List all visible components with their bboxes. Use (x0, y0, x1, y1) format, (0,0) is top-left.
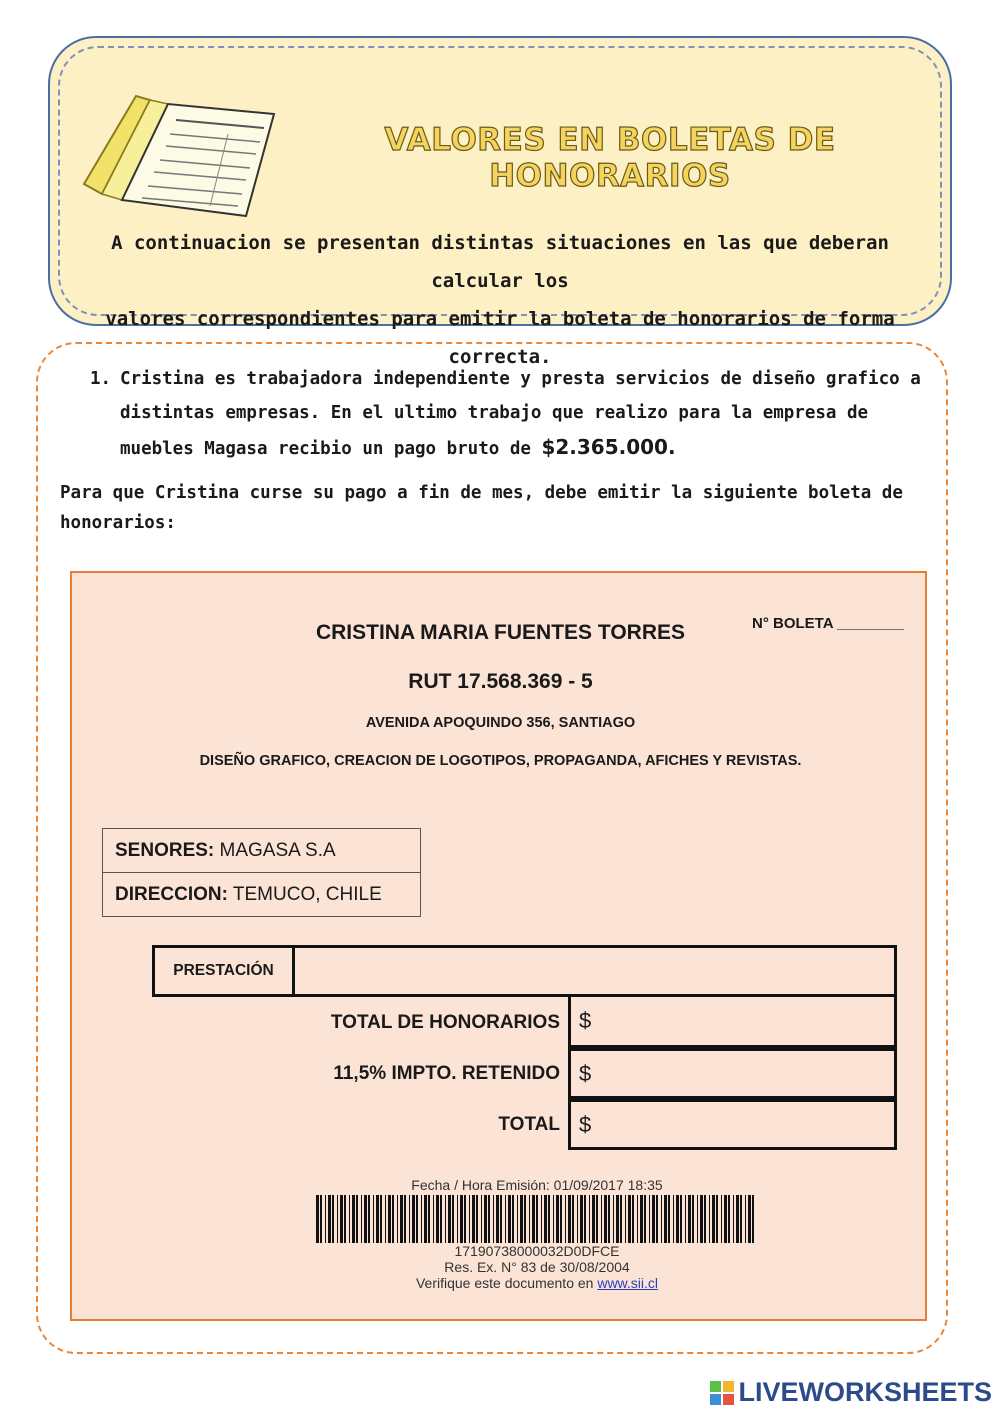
prestacion-input[interactable] (295, 948, 894, 994)
client-table (102, 828, 421, 917)
impuesto-retenido-label: 11,5% IMPTO. RETENIDO (333, 1063, 560, 1084)
resolution-text: Res. Ex. N° 83 de 30/08/2004 (444, 1259, 630, 1275)
total-honorarios-row (192, 997, 897, 1048)
issuer-rut: RUT 17.568.369 - 5 (408, 670, 593, 693)
liveworksheets-icon (710, 1381, 734, 1405)
total-honorarios-label: TOTAL DE HONORARIOS (330, 1012, 560, 1033)
receipt-form (70, 571, 927, 1321)
direccion-label: DIRECCION: (115, 883, 228, 905)
sii-stamp (312, 1177, 762, 1291)
impuesto-retenido-input[interactable] (568, 1048, 897, 1099)
question-body: Cristina es trabajadora independiente y presta servicios de diseño grafico a distintas empresas. En el ultimo trabajo que realizo para la empresa de muebles Magasa recibio un pago bruto de (120, 369, 921, 459)
question-1 (90, 362, 930, 466)
question-text (120, 362, 930, 466)
emission-date: Fecha / Hora Emisión: 01/09/2017 18:35 (411, 1177, 663, 1193)
instruction-text: Para que Cristina curse su pago a fin de mes, debe emitir la siguiente boleta de honorarios: (60, 483, 903, 533)
page-title: VALORES EN BOLETAS DE HONORARIOS (384, 122, 836, 194)
total-honorarios-input[interactable] (568, 997, 897, 1048)
impuesto-retenido-row (192, 1048, 897, 1099)
total-row (192, 1099, 897, 1150)
barcode-number: 17190738000032D0DFCE (454, 1243, 620, 1259)
question-number: 1. (90, 369, 112, 389)
issuer-activity: DISEÑO GRAFICO, CREACION DE LOGOTIPOS, PROPAGANDA, AFICHES Y REVISTAS. (199, 753, 802, 769)
intro-line-2: valores correspondientes para emitir la boleta de honorarios de forma correcta. (105, 308, 895, 368)
prestacion-row (152, 945, 897, 997)
verify-text: Verifique este documento en www.sii.cl (415, 1275, 658, 1291)
currency-sign: $ (579, 1008, 592, 1033)
direccion-value: TEMUCO, CHILE (232, 883, 382, 905)
barcode-icon (314, 1195, 760, 1243)
intro-line-1: A continuacion se presentan distintas situaciones en las que deberan calcular los (111, 232, 889, 292)
receipt-book-icon (78, 74, 278, 224)
prestacion-label: PRESTACIÓN (155, 948, 295, 994)
liveworksheets-wordmark: LIVEWORKSHEETS (738, 1377, 992, 1407)
senores-label: SENORES: (115, 839, 215, 861)
client-row-direccion (103, 873, 421, 917)
total-input[interactable] (568, 1099, 897, 1150)
liveworksheets-logo (710, 1377, 992, 1408)
sii-link[interactable]: www.sii.cl (597, 1275, 658, 1291)
question-amount: $2.365.000. (541, 435, 676, 459)
currency-sign: $ (579, 1060, 592, 1086)
boleta-number-label: N° BOLETA ________ (752, 615, 904, 632)
total-label: TOTAL (498, 1114, 560, 1135)
header-panel (48, 36, 952, 368)
senores-value: MAGASA S.A (219, 839, 336, 861)
issuer-address: AVENIDA APOQUINDO 356, SANTIAGO (365, 715, 636, 731)
currency-sign: $ (579, 1111, 592, 1137)
client-row-senores (103, 829, 421, 873)
issuer-name: CRISTINA MARIA FUENTES TORRES (315, 621, 686, 644)
totals-table (192, 997, 897, 1150)
